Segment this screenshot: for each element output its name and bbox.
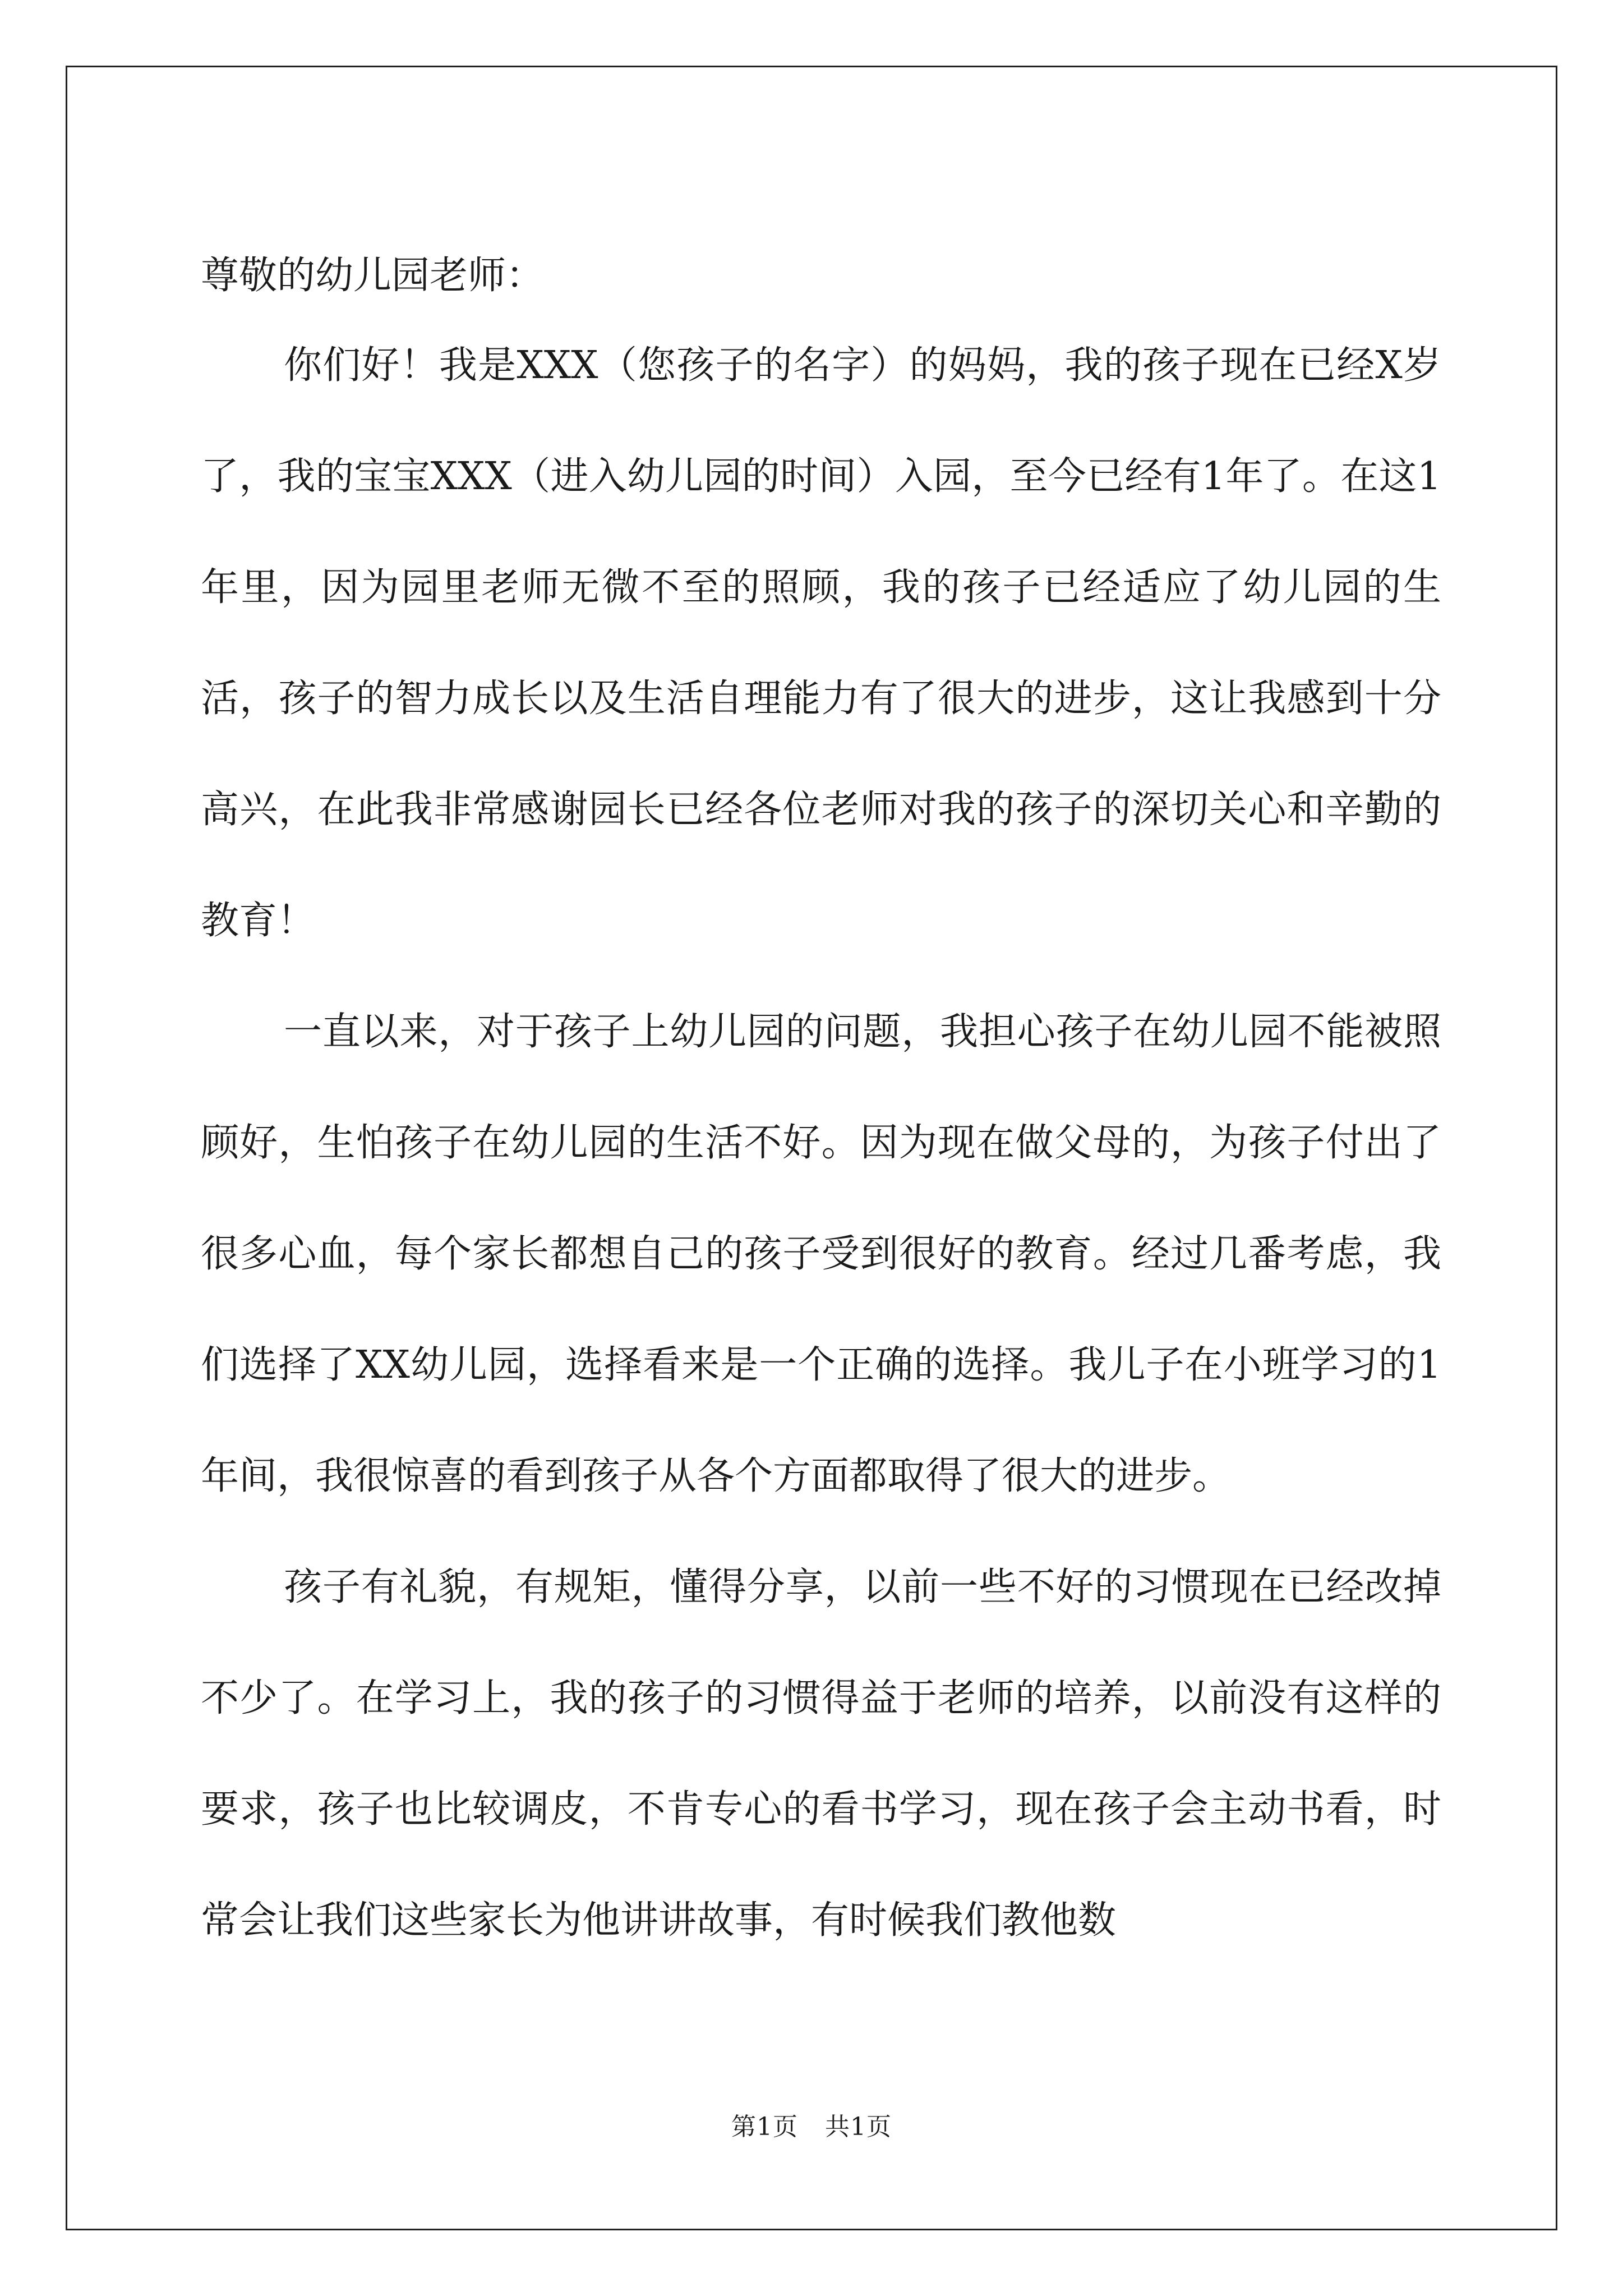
salutation: 尊敬的幼儿园老师：	[201, 254, 545, 298]
page-total: 共1页	[825, 2113, 892, 2141]
page-number: 第1页	[731, 2113, 798, 2141]
letter-body	[201, 220, 1441, 1976]
paragraph-greeting: 你们好！我是XXX（您孩子的名字）的妈妈，我的孩子现在已经X岁了，我的宝宝XXX（进入幼儿园的时间）入园，至今已经有1年了。在这1年里，因为园里老师无微不至的照顾，我的孩子已经适应了幼儿园的生活，孩子的智力成长以及生活自理能力有了很大的进步，这让我感到十分高兴，在此我非常感谢园长已经各位老师对我的孩子的深切关心和辛勤的教育！	[201, 343, 1441, 943]
paragraph-choice: 一直以来，对于孩子上幼儿园的问题，我担心孩子在幼儿园不能被照顾好，生怕孩子在幼儿园的生活不好。因为现在做父母的，为孩子付出了很多心血，每个家长都想自己的孩子受到很好的教育。经过几番考虑，我们选择了XX幼儿园，选择看来是一个正确的选择。我儿子在小班学习的1年间，我很惊喜的看到孩子从各个方面都取得了很大的进步。	[201, 1010, 1441, 1498]
page-footer	[0, 2106, 1623, 2142]
paragraph-progress: 孩子有礼貌，有规矩，懂得分享，以前一些不好的习惯现在已经改掉不少了。在学习上，我的孩子的习惯得益于老师的培养，以前没有这样的要求，孩子也比较调皮，不肯专心的看书学习，现在孩子会主动书看，时常会让我们这些家长为他讲讲故事，有时候我们教他数	[201, 1565, 1441, 1943]
